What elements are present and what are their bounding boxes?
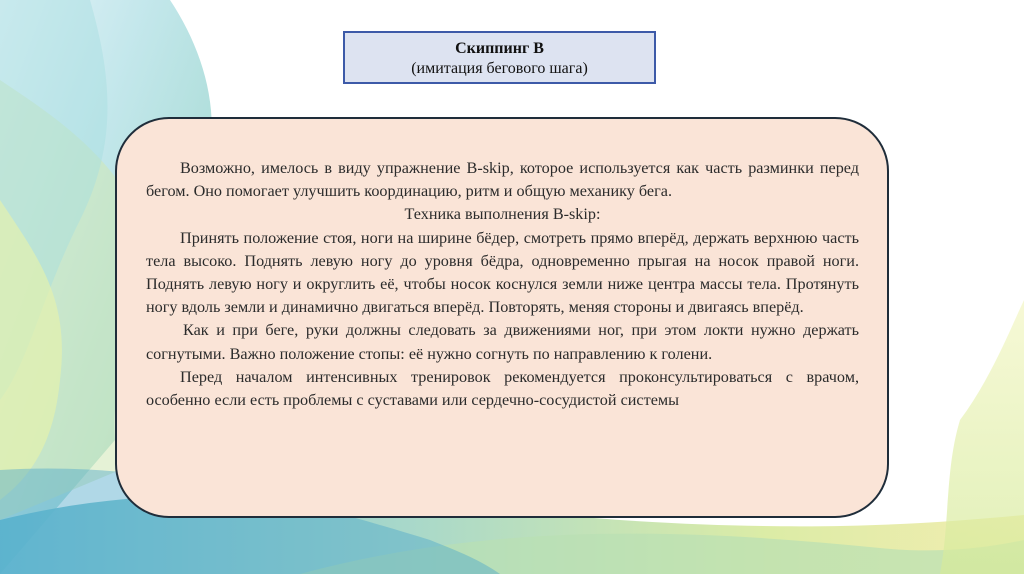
paragraph-arms: Как и при беге, руки должны следовать за движениями ног, при этом локти нужно держать согнутыми. Важно положение стопы: её нужно согнуть по направлению к голени. — [146, 321, 859, 363]
paragraph-technique-heading: Техника выполнения B-skip: — [404, 205, 601, 224]
title-box — [343, 31, 656, 84]
paragraph-warning: Перед началом интенсивных тренировок рекомендуется проконсультироваться с врачом, особенно если есть проблемы с суставами или сердечно-сосудистой системы — [146, 367, 859, 410]
slide-title: Скиппинг В — [455, 40, 544, 57]
paragraph-technique-steps: Принять положение стоя, ноги на ширине бёдер, смотреть прямо вперёд, держать верхнюю часть тела высоко. Поднять левую ногу до уровня бёдра, одновременно прыгая на носок правой ноги. Поднять левую ногу и округлить её, чтобы носок коснулся земли ниже центра массы тела. Протянуть ногу вдоль земли и динамично двигаться вперёд. Повторять, меняя стороны и двигаясь вперёд. — [146, 228, 859, 317]
paragraph-intro: Возможно, имелось в виду упражнение B-skip, которое используется как часть разминки перед бегом. Оно помогает улучшить координацию, ритм и общую механику бега. — [146, 159, 859, 201]
content-box — [115, 117, 889, 518]
slide-subtitle: (имитация бегового шага) — [411, 60, 588, 77]
